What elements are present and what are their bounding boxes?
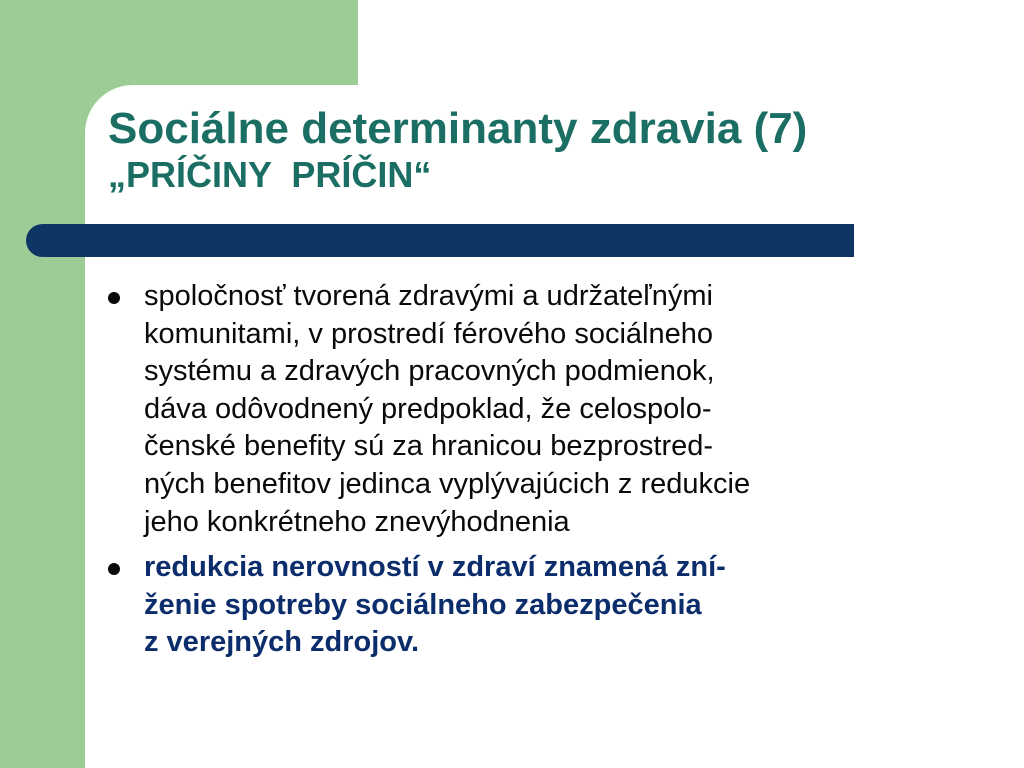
bullet-dot-icon [108,292,120,304]
bullet-dot-icon [108,563,120,575]
title-line-1: Sociálne determinanty zdravia (7) [108,104,808,153]
slide-title [108,104,1008,196]
title-line-2: „PRÍČINY PRÍČIN“ [108,154,432,195]
bullet-text-bold: redukcia nerovností v zdraví znamená zní- ženie spotreby sociálneho zabezpečenia z verejných zdrojov. [144,551,726,659]
bullet-text: spoločnosť tvorená zdravými a udržateľnými komunitami, v prostredí férového sociálneho systému a zdravých pracovných podmienok, dáva odôvodnený predpoklad, že celospolo- čenské benefity sú za hranicou bezprostred- ných benefitov jedinca vyplývajúcich z redukcie jeho konkrétneho znevýhodnenia [144,280,751,538]
bullet-item [106,549,1006,662]
bullet-item [106,278,1006,541]
bullet-list [106,278,1006,662]
title-divider-bar [26,224,854,257]
